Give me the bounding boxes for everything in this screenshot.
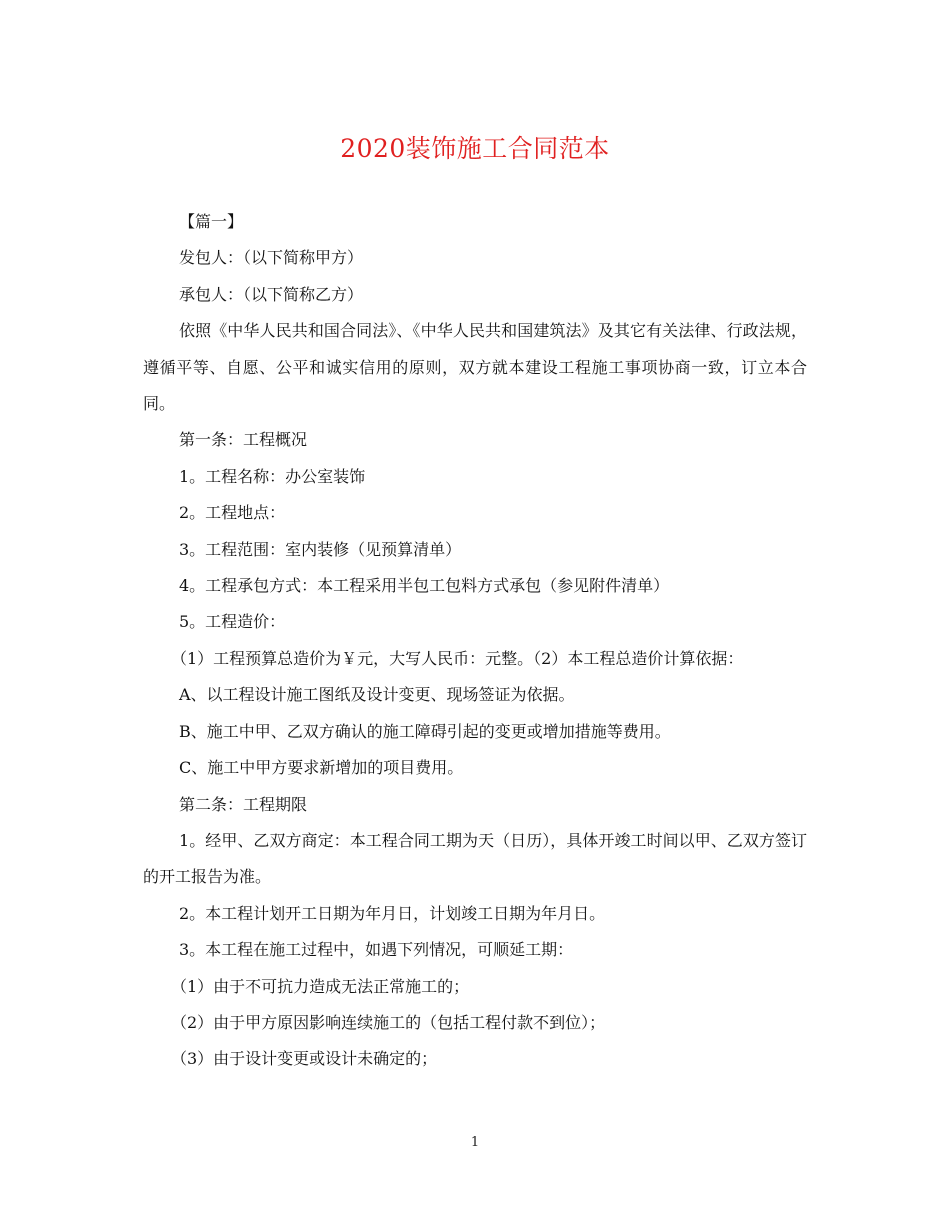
list-item: A、以工程设计施工图纸及设计变更、现场签证为依据。 [179,685,575,705]
list-item: 1。工程名称：办公室装饰 [179,466,366,486]
paragraph: 依照《中华人民共和国合同法》、《中华人民共和国建筑法》及其它有关法律、行政法规，遵循平等、自愿、公平和诚实信用的原则，双方就本建设工程施工事项协商一致，订立本合同。 [143,321,807,414]
paragraph: 承包人：（以下简称乙方） [179,284,364,304]
paragraph: 发包人：（以下简称甲方） [179,248,364,268]
document-body [143,204,807,1078]
list-item: （1）由于不可抗力造成无法正常施工的； [171,976,470,996]
paragraph: （1）工程预算总造价为￥元，大写人民币：元整。（2）本工程总造价计算依据： [171,648,744,668]
article-heading: 第二条：工程期限 [179,794,308,814]
list-item: C、施工中甲方要求新增加的项目费用。 [179,758,464,778]
document-title: 2020装饰施工合同范本 [340,134,610,163]
page-number: 1 [470,1135,480,1150]
list-item: 5。工程造价： [179,612,286,632]
list-item: 2。工程地点： [179,503,286,523]
list-item: B、施工中甲、乙双方确认的施工障碍引起的变更或增加措施等费用。 [179,721,671,741]
article-heading: 第一条：工程概况 [179,430,308,450]
list-item: 4。工程承包方式：本工程采用半包工包料方式承包（参见附件清单） [179,576,670,596]
list-item: （2）由于甲方原因影响连续施工的（包括工程付款不到位）； [171,1012,606,1032]
list-item: 3。工程范围：室内装修（见预算清单） [179,539,462,559]
section-heading: 【篇一】 [179,212,244,231]
list-item: 3。本工程在施工过程中，如遇下列情况，可顺延工期： [179,940,574,960]
list-item: 2。本工程计划开工日期为年月日，计划竣工日期为年月日。 [179,903,606,923]
list-item: （3）由于设计变更或设计未确定的； [171,1049,438,1069]
list-item: 1。经甲、乙双方商定：本工程合同工期为天（日历），具体开竣工时间以甲、乙双方签订的开工报告为准。 [143,830,807,887]
